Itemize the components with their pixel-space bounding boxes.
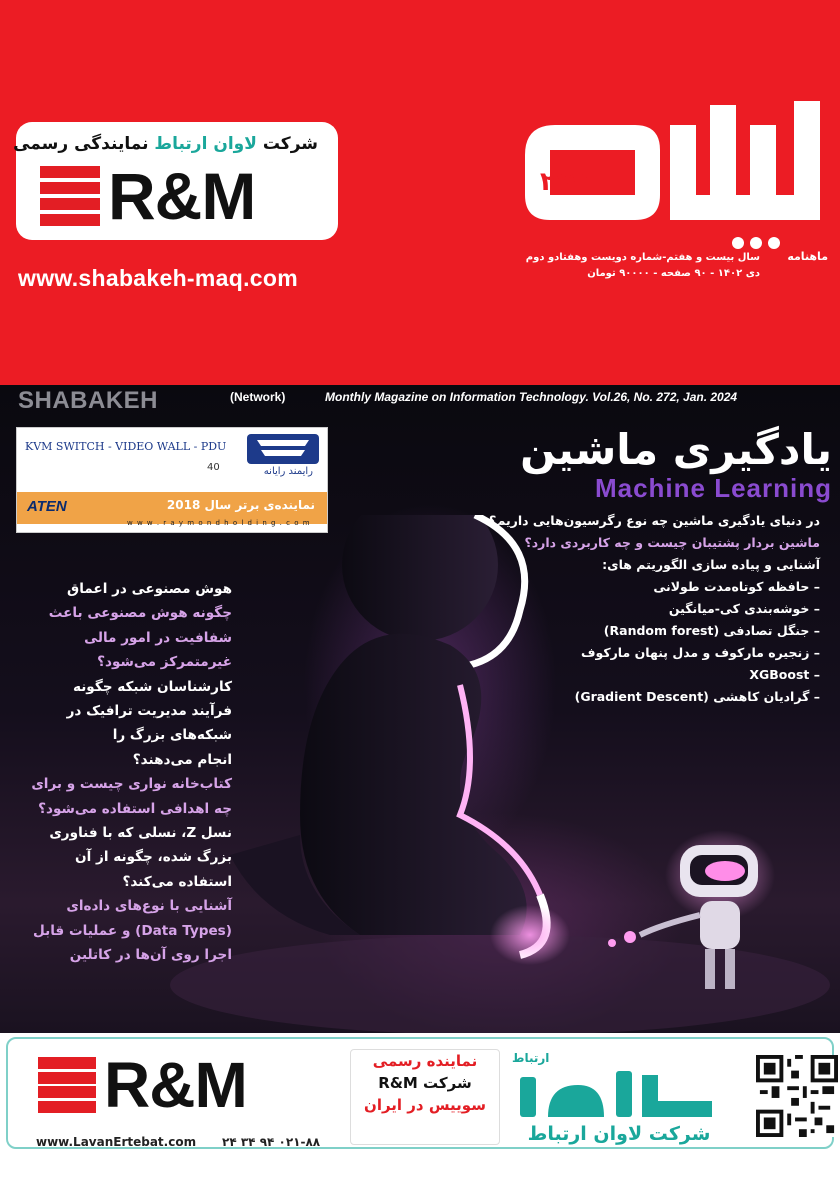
ad-award: نماینده‌ی برتر سال 2018	[166, 498, 315, 512]
ad-headline: KVM SWITCH - VIDEO WALL - PDU	[25, 440, 227, 453]
rm-tagline	[13, 134, 318, 154]
footer-band	[0, 1033, 840, 1200]
ad-anniversary: 40	[207, 462, 220, 473]
lavan-logo-icon	[512, 1067, 726, 1123]
ad-brand: ATEN	[27, 498, 67, 515]
raymond-ad[interactable]	[16, 427, 328, 533]
qr-code-icon[interactable]	[756, 1055, 838, 1137]
side-article-line: بزرگ شده، چگونه از آن	[75, 849, 232, 866]
magazine-tagline: Monthly Magazine on Information Technology. Vol.26, No. 272, Jan. 2024	[325, 390, 738, 404]
side-article-line: فرآیند مدیریت ترافیک در	[66, 703, 232, 720]
issue-meta-line1: سال بیست و هفتم-شماره دویست وهفتادو دوم	[525, 252, 760, 263]
ad-company: رایمند رایانه	[263, 466, 313, 477]
rm-badge	[13, 122, 338, 240]
rm-bars-icon	[40, 166, 100, 226]
topic-line: در دنیای یادگیری ماشین چه نوع رگرسیون‌هایی داریم؟	[488, 513, 820, 528]
side-article-line: کتاب‌خانه نواری چیست و برای	[31, 776, 232, 793]
footer-phone[interactable]: ۰۲۱-۸۸ ۹۴ ۳۴ ۲۴	[222, 1135, 321, 1149]
topic-line: – جنگل تصادفی (Random forest)	[603, 623, 820, 638]
side-article-line: استفاده می‌کند؟	[122, 873, 232, 890]
rm-tagline-suffix: نمایندگی رسمی	[13, 134, 149, 154]
side-articles	[12, 577, 232, 968]
topic-line: – خوشه‌بندی کی-میانگین	[668, 601, 820, 616]
website-url[interactable]: www.shabakeh-maq.com	[18, 265, 298, 291]
rm-tagline-prefix: شرکت	[262, 134, 318, 154]
issue-number: ۲۷۲	[540, 167, 588, 197]
lavan-tag: ارتباط	[512, 1051, 550, 1065]
rm-tagline-company: لاوان ارتباط	[154, 134, 257, 154]
side-article-line: شبکه‌های بزرگ را	[112, 727, 232, 744]
side-article-line: انجام می‌دهند؟	[132, 751, 232, 768]
headline-fa: یادگیری ماشین	[520, 425, 832, 474]
side-article-line: چه اهدافی استفاده می‌شود؟	[38, 800, 232, 817]
monthly-label: ماهنامه	[787, 250, 828, 263]
side-article-line: هوش مصنوعی در اعماق	[67, 581, 232, 597]
topic-line: ماشین بردار پشتیبان چیست و چه کاربردی دارد؟	[524, 535, 820, 550]
side-article-line: (Data Types) و عملیات قابل	[32, 922, 232, 939]
topic-line: – XGBoost	[749, 667, 820, 682]
topic-line: – گرادیان کاهشی (Gradient Descent)	[574, 689, 820, 704]
brand-name: SHABAKEH	[18, 387, 159, 414]
headline-en: Machine Learning	[594, 473, 832, 503]
rep-line: سوییس در ایران	[364, 1096, 486, 1114]
side-article-line: اجرا روی آن‌ها در کاتلین	[69, 947, 232, 964]
shabakeh-logo	[520, 95, 830, 265]
footer-rm-bars-icon	[38, 1057, 96, 1113]
raymond-logo-icon	[247, 434, 319, 464]
rm-logo	[40, 159, 256, 233]
topic-line: – حافظه کوتاه‌مدت طولانی	[653, 579, 820, 594]
topic-line: آشنایی و پیاده سازی الگوریتم های:	[602, 557, 820, 572]
footer-rm-logo	[38, 1049, 247, 1121]
top-band	[0, 0, 840, 385]
lavan-company-name: شرکت لاوان ارتباط	[527, 1123, 711, 1145]
footer-website[interactable]: www.LavanErtebat.com	[36, 1135, 197, 1149]
issue-meta-line2: دی ۱۴۰۲ - ۹۰ صفحه - ۹۰۰۰۰ تومان	[587, 268, 760, 279]
side-article-line: شفافیت در امور مالی	[84, 629, 232, 646]
side-article-line: غیرمتمرکز می‌شود؟	[97, 654, 232, 671]
ad-url: w w w . r a y m o n d h o l d i n g . c o m	[127, 519, 311, 527]
rep-line: نماینده رسمی	[372, 1052, 478, 1070]
footer-rm-logo-text: R&M	[104, 1049, 247, 1121]
footer-frame	[6, 1037, 834, 1149]
topic-line: – زنجیره مارکوف و مدل پنهان مارکوف	[580, 645, 820, 660]
cover-section	[0, 385, 840, 1033]
side-article-line: نسل Z، نسلی که با فناوری	[49, 825, 232, 842]
rm-logo-text: R&M	[108, 159, 256, 233]
side-article-line: آشنایی با نوع‌های داده‌ای	[66, 898, 232, 915]
rep-line: شرکت R&M	[378, 1074, 472, 1092]
side-article-line: کارشناسان شبکه چگونه	[72, 678, 232, 695]
brand-network: (Network)	[230, 390, 286, 404]
feature-topics	[380, 510, 820, 708]
official-rep-box	[350, 1049, 500, 1145]
side-article-line: چگونه هوش مصنوعی باعث	[48, 605, 232, 622]
